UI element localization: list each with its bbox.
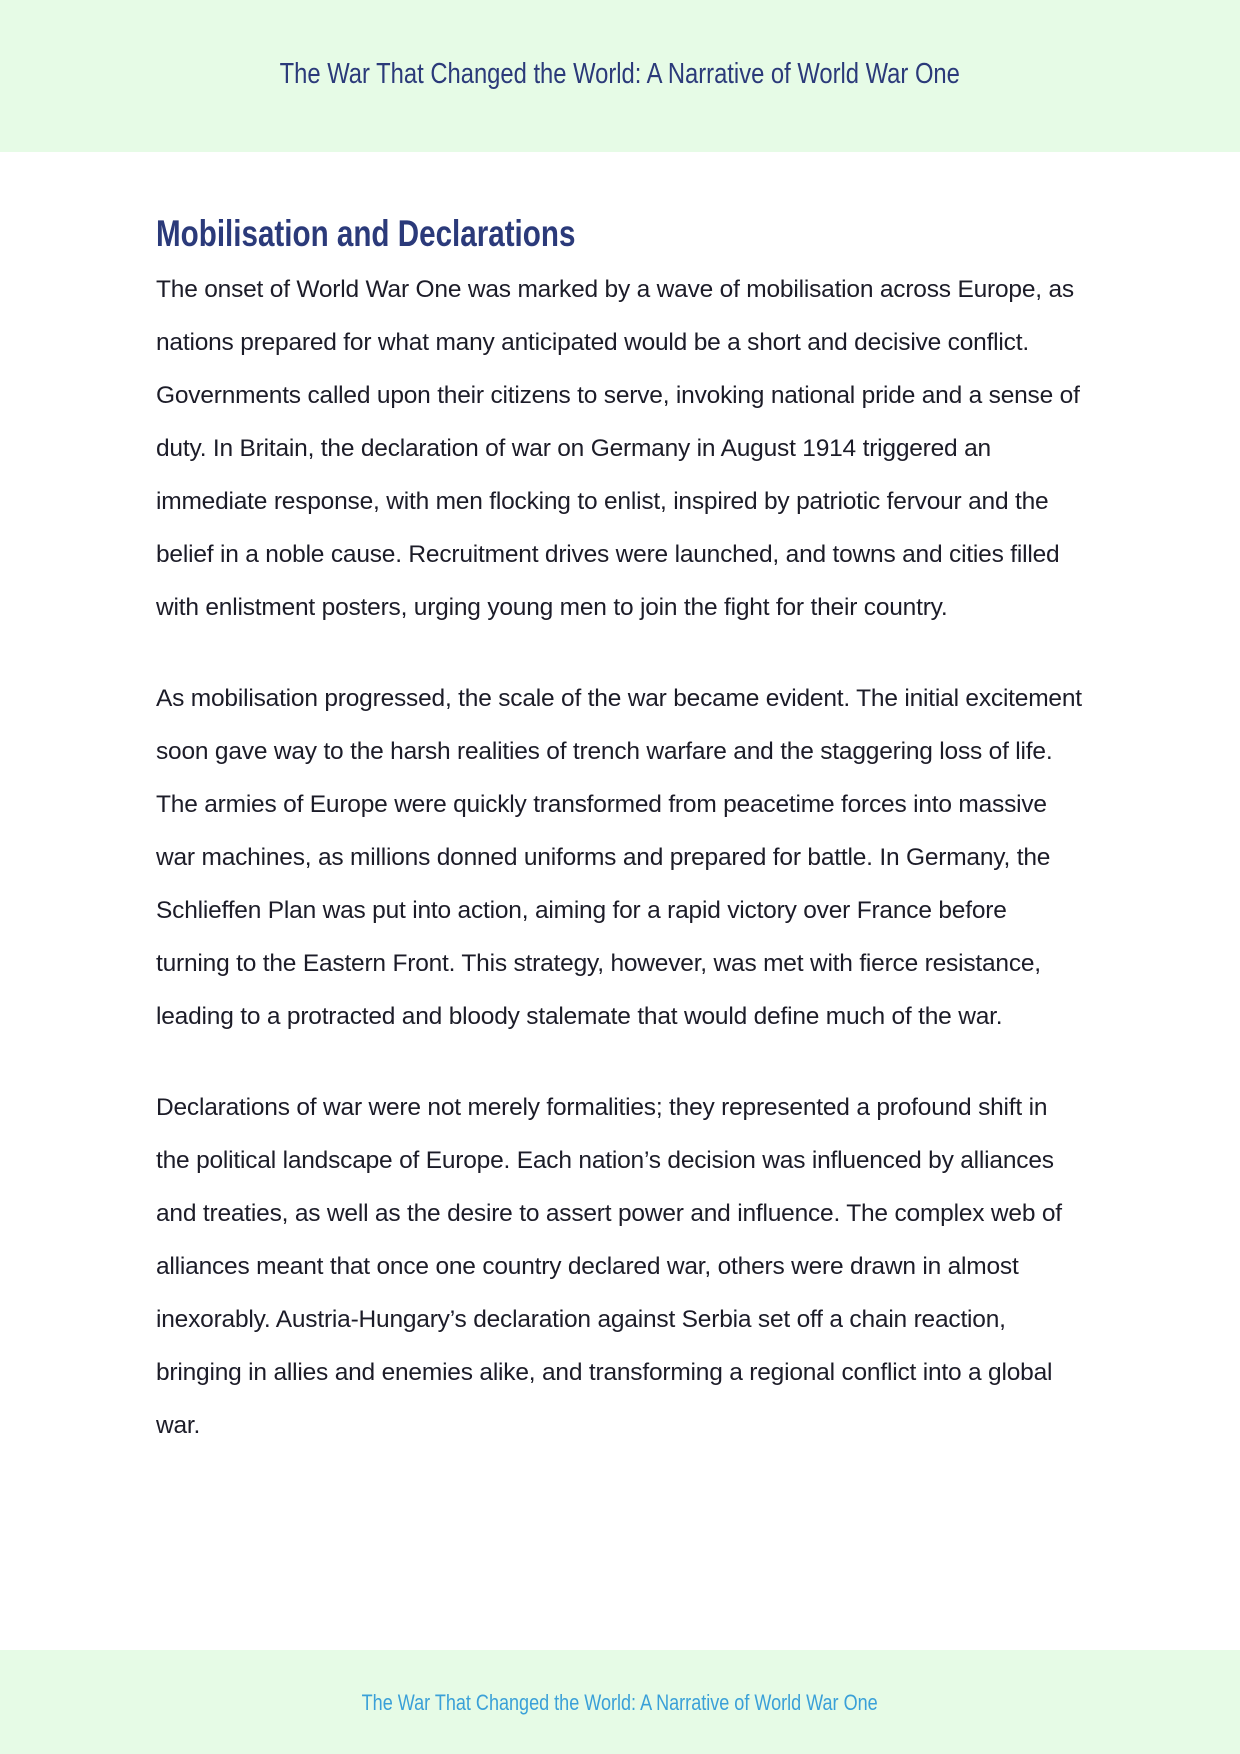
section-heading: Mobilisation and Declarations	[156, 213, 576, 254]
paragraph-1: The onset of World War One was marked by a wave of mobilisation across Europe, as nations prepared for what many anticipated would be a short and decisive conflict. Governments called upon their citizens to serve, invoking national pride and a sense of duty. In Britain, the declaration of war on Germany in August 1914 triggered an immediate response, with men flocking to enlist, inspired by patriotic fervour and the belief in a noble cause. Recruitment drives were launched, and towns and cities filled with enlistment posters, urging young men to join the fight for their country.	[156, 276, 1080, 621]
paragraph-3: Declarations of war were not merely formalities; they represented a profound shift in the political landscape of Europe. Each nation’s decision was influenced by alliances and treaties, as well as the desire to assert power and influence. The complex web of alliances meant that once one country declared war, others were drawn in almost inexorably. Austria-Hungary’s declaration against Serbia set off a chain reaction, bringing in allies and enemies alike, and transforming a regional conflict into a global war.	[156, 1094, 1062, 1439]
header-title: The War That Changed the World: A Narrative of World War One	[279, 57, 961, 90]
footer-title: The War That Changed the World: A Narrative of World War One	[361, 1690, 879, 1715]
main-content	[156, 210, 1086, 1452]
page-footer	[0, 1650, 1240, 1754]
paragraph-2: As mobilisation progressed, the scale of the war became evident. The initial excitement soon gave way to the harsh realities of trench warfare and the staggering loss of life. The armies of Europe were quickly transformed from peacetime forces into massive war machines, as millions donned uniforms and prepared for battle. In Germany, the Schlieffen Plan was put into action, aiming for a rapid victory over France before turning to the Eastern Front. This strategy, however, was met with fierce resistance, leading to a protracted and bloody stalemate that would define much of the war.	[156, 685, 1082, 1030]
page-header	[0, 0, 1240, 152]
